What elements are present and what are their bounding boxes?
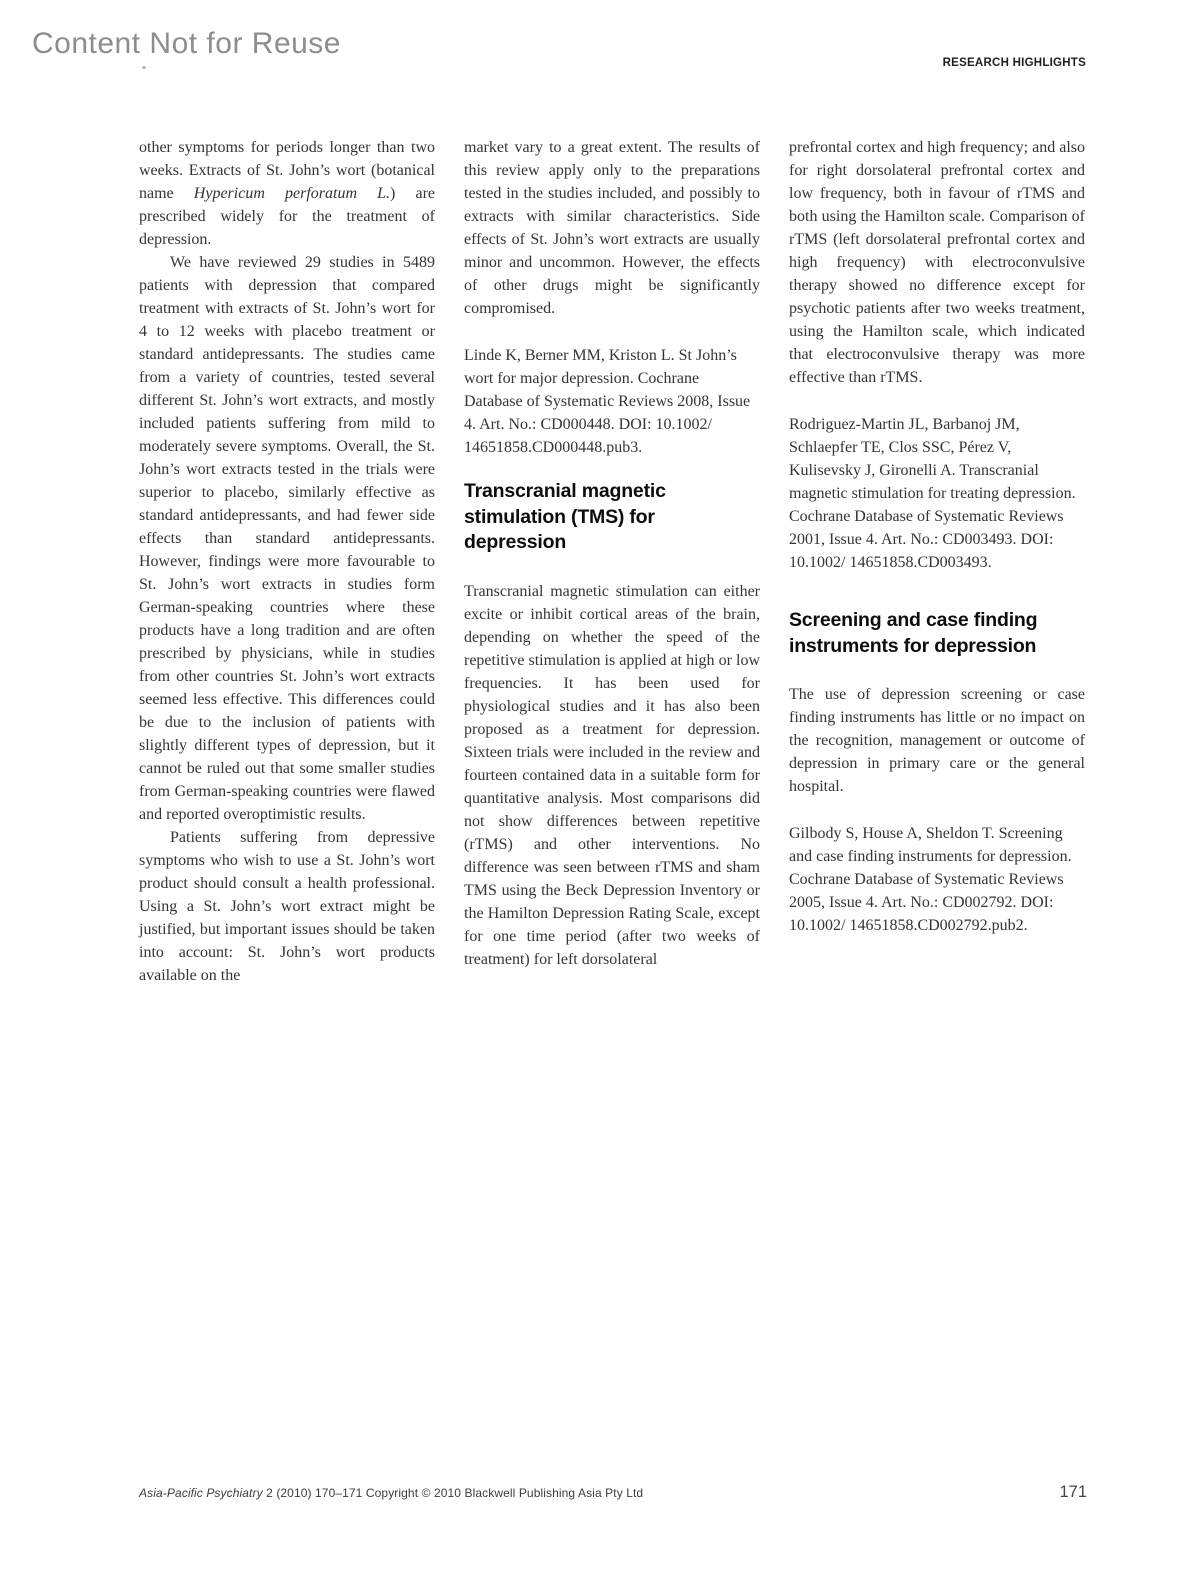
- column-3: [789, 136, 1085, 937]
- paragraph-prefrontal-cortex: prefrontal cortex and high frequency; and also for right dorsolateral prefrontal cortex and low frequency, both in favour of rTMS and both using the Hamilton scale. Comparison of rTMS (left dorsolateral prefrontal cortex and high frequency) with electroconvulsive therapy showed no difference except for psychotic patients after two weeks treatment, using the Hamilton scale, which indicated that electroconvulsive therapy was more effective than rTMS.: [789, 139, 1085, 386]
- content-not-for-reuse-watermark: Content Not for Reuse: [32, 27, 341, 60]
- paragraph-market-vary: market vary to a great extent. The results of this review apply only to the preparations tested in the studies included, and possibly to extracts with similar characteristics. Side effects of St. John’s wort extracts are usually minor and uncommon. However, the effects of other drugs might be significantly compromised.: [464, 139, 760, 317]
- citation-rodriguez-martin: Rodriguez-Martin JL, Barbanoj JM, Schlaepfer TE, Clos SSC, Pérez V, Kulisevsky J, Gironelli A. Transcranial magnetic stimulation for treating depression. Cochrane Database of Systematic Reviews 2001, Issue 4. Art. No.: CD003493. DOI: 10.1002/ 14651858.CD003493.: [789, 416, 1076, 571]
- paragraph-review-findings: We have reviewed 29 studies in 5489 patients with depression that compared treatment with extracts of St. John’s wort for 4 to 12 weeks with placebo treatment or standard antidepressants. The studies came from a variety of countries, tested several different St. John’s wort extracts, and mostly included patients suffering from mild to moderately severe symptoms. Overall, the St. John’s wort extracts tested in the trials were superior to placebo, similarly effective as standard antidepressants, and had fewer side effects than standard antidepressants. However, findings were more favourable to St. John’s wort extracts in studies form German-speaking countries where these products have a long tradition and are often prescribed by physicians, while in studies from other countries St. John’s wort extracts seemed less effective. This differences could be due to the inclusion of patients with slightly different types of depression, but it cannot be ruled out that some smaller studies from German-speaking countries were flawed and reported overoptimistic results.: [139, 254, 435, 823]
- column-2: [464, 136, 760, 971]
- column-1: [139, 136, 435, 987]
- page-number: 171: [1059, 1483, 1087, 1501]
- paragraph-text: ) are prescribed widely for the treatment of depression.: [139, 185, 435, 248]
- heading-screening-instruments: Screening and case finding instruments for depression: [789, 609, 1038, 657]
- footer-citation-line: [139, 1486, 643, 1500]
- citation-gilbody: Gilbody S, House A, Sheldon T. Screening and case finding instruments for depression. Cochrane Database of Systematic Reviews 2005, Issue 4. Art. No.: CD002792. DOI: 10.1002/ 14651858.CD002792.pub2.: [789, 825, 1072, 934]
- paragraph-stjohns-intro: [139, 136, 435, 251]
- text-columns: [139, 136, 1086, 987]
- citation-linde: Linde K, Berner MM, Kriston L. St John’s wort for major depression. Cochrane Database of Systematic Reviews 2008, Issue 4. Art. No.: CD000448. DOI: 10.1002/ 14651858.CD000448.pub3.: [464, 347, 751, 456]
- scan-artifact-dot: [142, 66, 146, 69]
- footer-journal-name: Asia-Pacific Psychiatry: [139, 1486, 263, 1500]
- running-head: RESEARCH HIGHLIGHTS: [942, 57, 1086, 69]
- heading-tms-for-depression: Transcranial magnetic stimulation (TMS) for depression: [464, 480, 666, 553]
- botanical-name-italic: Hypericum perforatum L.: [193, 185, 391, 202]
- paragraph-patient-advice: Patients suffering from depressive symptoms who wish to use a St. John’s wort product should consult a health professional. Using a St. John’s wort extract might be justified, but important issues should be taken into account: St. John’s wort products available on the: [139, 829, 435, 984]
- paragraph-text: other symptoms for periods longer than two weeks. Extracts of St. John’s wort (botanical name: [139, 139, 435, 202]
- paragraph-tms-review: Transcranial magnetic stimulation can either excite or inhibit cortical areas of the brain, depending on whether the speed of the repetitive stimulation is applied at high or low frequencies. It has been used for physiological studies and it has also been proposed as a treatment for depression. Sixteen trials were included in the review and fourteen contained data in a suitable form for quantitative analysis. Most comparisons did not show differences between repetitive (rTMS) and other interventions. No difference was seen between rTMS and sham TMS using the Beck Depression Inventory or the Hamilton Depression Rating Scale, except for one time period (after two weeks of treatment) for left dorsolateral: [464, 582, 760, 968]
- page-footer: [139, 1483, 1087, 1502]
- footer-copyright-text: 2 (2010) 170–171 Copyright © 2010 Blackwell Publishing Asia Pty Ltd: [262, 1486, 644, 1500]
- paragraph-screening-findings: The use of depression screening or case finding instruments has little or no impact on the recognition, management or outcome of depression in primary care or the general hospital.: [789, 686, 1085, 795]
